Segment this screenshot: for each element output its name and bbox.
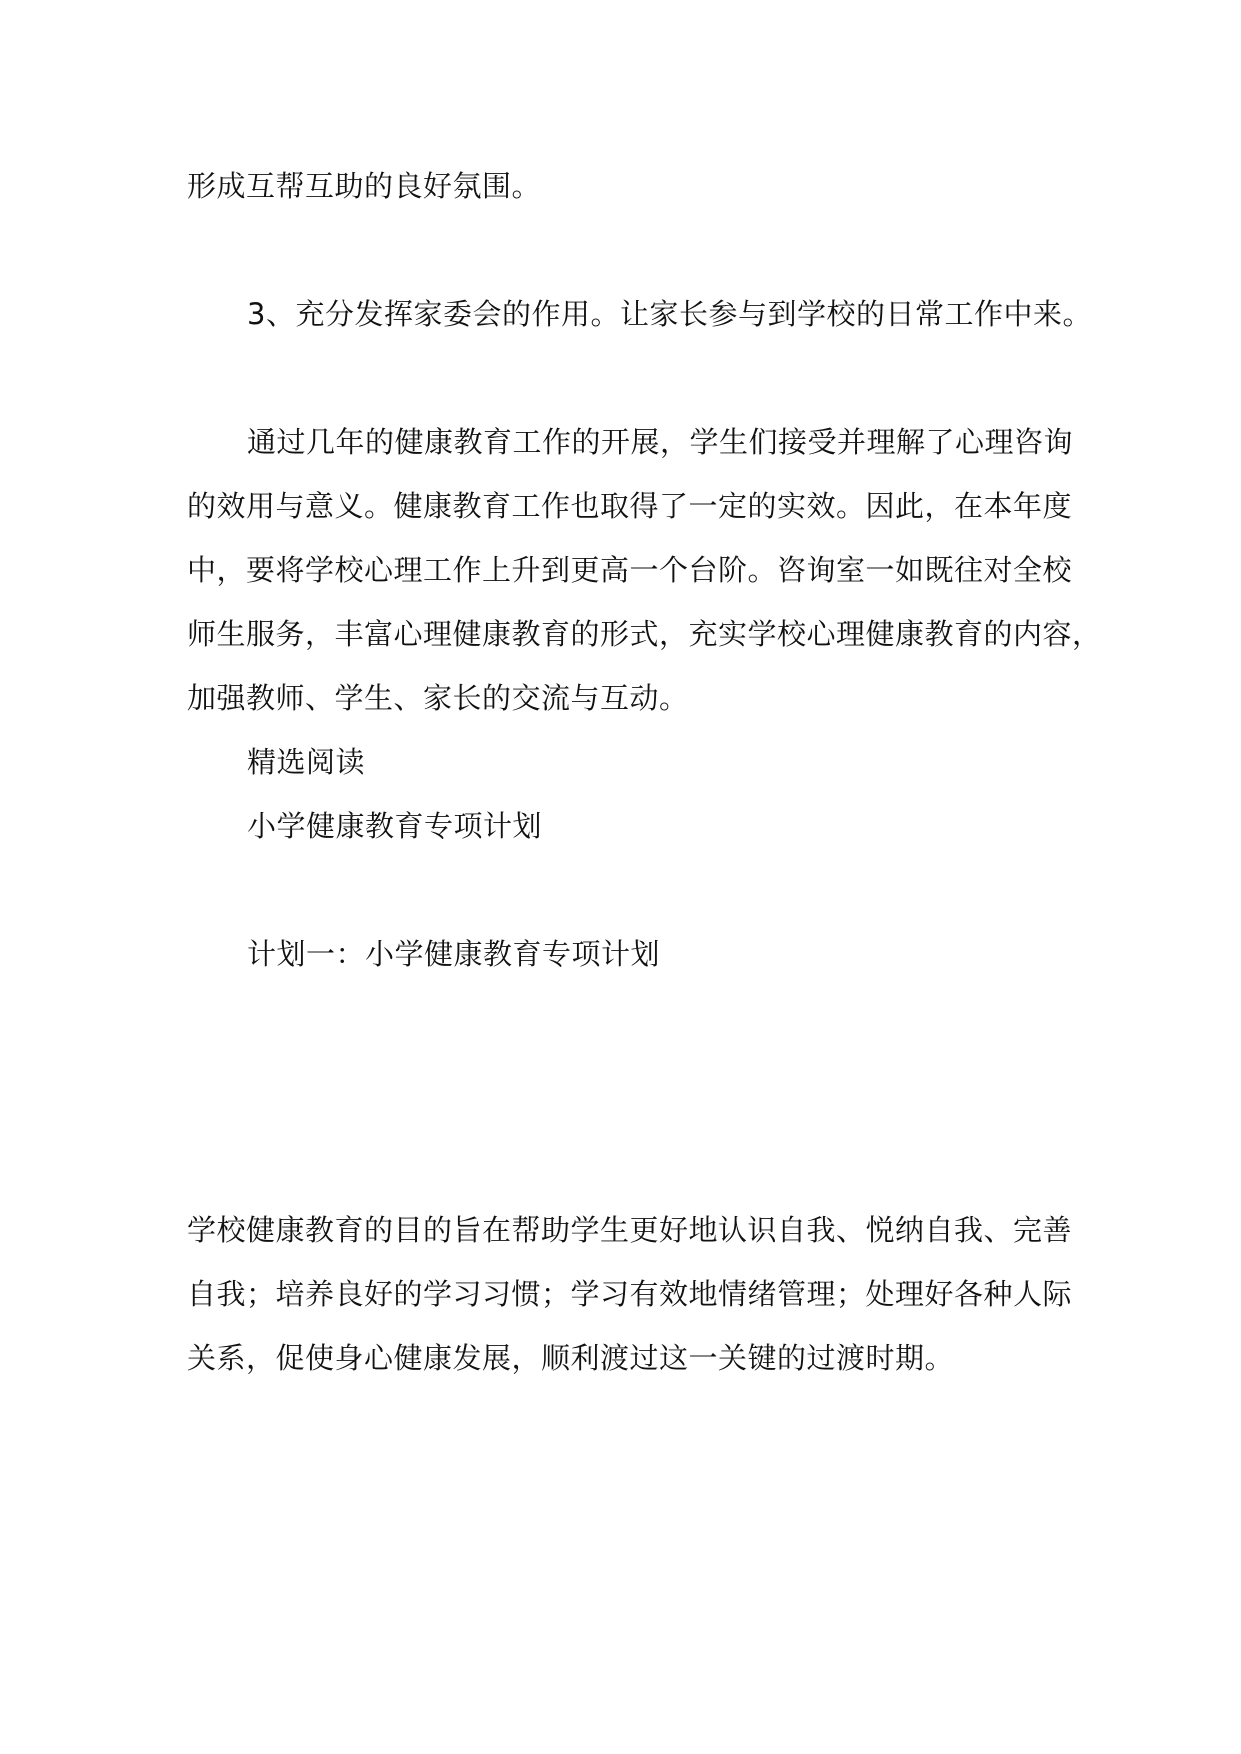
paragraph-line: 通过几年的健康教育工作的开展，学生们接受并理解了心理咨询 bbox=[247, 425, 1074, 459]
paragraph-line: 自我；培养良好的学习习惯；学习有效地情绪管理；处理好各种人际 bbox=[187, 1277, 1073, 1311]
paragraph-line: 3、充分发挥家委会的作用。让家长参与到学校的日常工作中来。 bbox=[247, 297, 1092, 331]
paragraph-line: 学校健康教育的目的旨在帮助学生更好地认识自我、悦纳自我、完善 bbox=[187, 1213, 1073, 1247]
paragraph-line: 中，要将学校心理工作上升到更高一个台阶。咨询室一如既往对全校 bbox=[187, 553, 1073, 587]
paragraph-line: 加强教师、学生、家长的交流与互动。 bbox=[187, 681, 689, 715]
paragraph-line: 形成互帮互助的良好氛围。 bbox=[187, 169, 542, 203]
paragraph-line: 关系，促使身心健康发展，顺利渡过这一关键的过渡时期。 bbox=[187, 1341, 955, 1375]
paragraph-line: 师生服务，丰富心理健康教育的形式，充实学校心理健康教育的内容， bbox=[187, 617, 1102, 651]
section-heading: 计划一：小学健康教育专项计划 bbox=[247, 937, 661, 971]
paragraph-line: 的效用与意义。健康教育工作也取得了一定的实效。因此，在本年度 bbox=[187, 489, 1073, 523]
section-heading: 精选阅读 bbox=[247, 745, 366, 779]
section-heading: 小学健康教育专项计划 bbox=[247, 809, 543, 843]
